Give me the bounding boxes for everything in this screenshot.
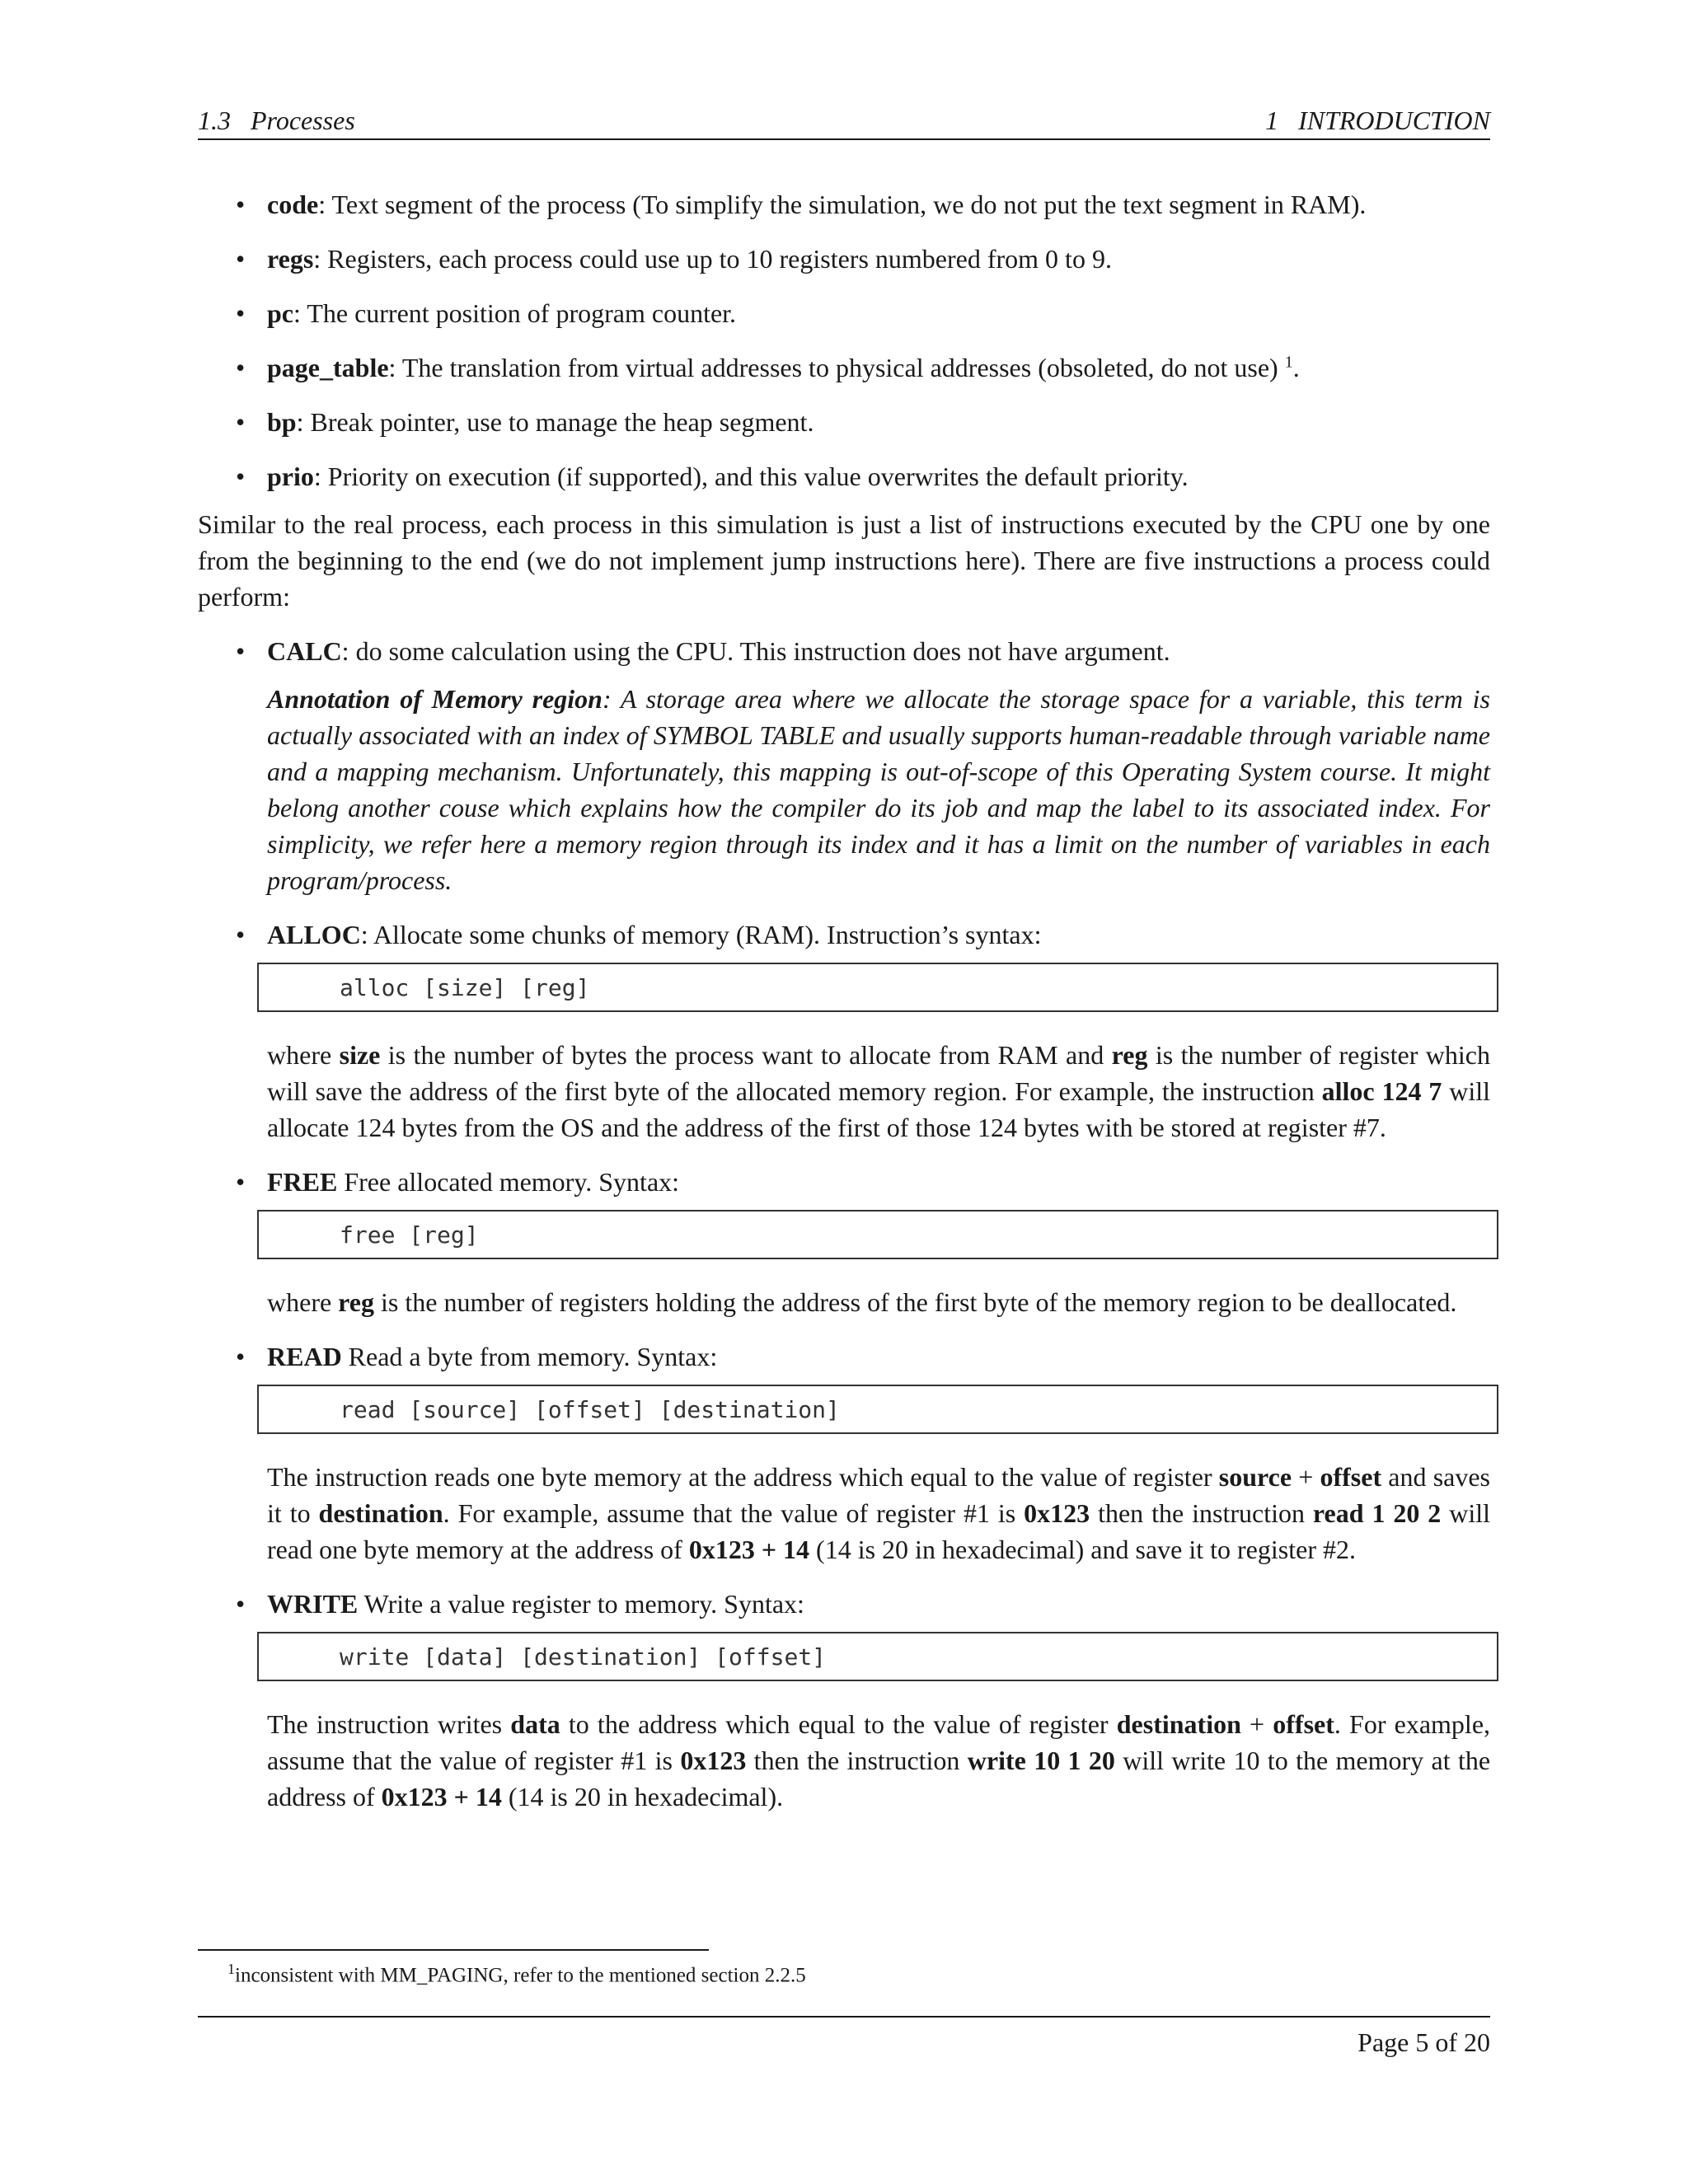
text: to the address which equal to the value of register bbox=[560, 1709, 1117, 1739]
code-block-alloc: alloc [size] [reg] bbox=[257, 963, 1498, 1012]
field-desc: : The current position of program counter. bbox=[293, 298, 737, 328]
field-desc: : Registers, each process could use up to 10 registers numbered from 0 to 9. bbox=[313, 244, 1112, 274]
text: is the number of registers holding the address of the first byte of the memory region to be deallocated. bbox=[374, 1287, 1457, 1317]
footnote-mark: 1 bbox=[227, 1961, 235, 1977]
bold-term: destination bbox=[318, 1498, 443, 1528]
instruction-calc bbox=[198, 633, 1490, 898]
text: where bbox=[267, 1287, 339, 1317]
instruction-desc: : do some calculation using the CPU. This instruction does not have argument. bbox=[341, 636, 1170, 666]
instruction-read bbox=[198, 1338, 1490, 1568]
text: and saves it to bbox=[267, 1462, 1490, 1528]
text: will allocate 124 bytes from the OS and the address of the first of those 124 bytes with be stored at register #7. bbox=[267, 1076, 1491, 1142]
bold-term: alloc 124 7 bbox=[1321, 1076, 1442, 1106]
list-item bbox=[198, 458, 1490, 494]
field-term: bp bbox=[267, 407, 297, 437]
field-term: pc bbox=[267, 298, 293, 328]
annotation-title: Annotation of Memory region bbox=[267, 684, 603, 714]
text: will read one byte memory at the address of bbox=[267, 1498, 1491, 1564]
field-desc: : The translation from virtual addresses to physical addresses (obsoleted, do not use) bbox=[388, 353, 1285, 382]
process-fields-list bbox=[198, 186, 1490, 494]
bold-term: data bbox=[510, 1709, 560, 1739]
bold-term: 0x123 + 14 bbox=[381, 1782, 502, 1811]
text: is the number of register which will save the address of the first byte of the allocated memory region. For example, the instruction bbox=[267, 1040, 1491, 1106]
text: is the number of bytes the process want to allocate from RAM and bbox=[380, 1040, 1112, 1070]
annotation-memory-region bbox=[267, 681, 1490, 898]
bold-term: size bbox=[339, 1040, 381, 1070]
text: then the instruction bbox=[746, 1746, 968, 1775]
intro-paragraph: Similar to the real process, each process in this simulation is just a list of instructions executed by the CPU one by one from the beginning to the end (we do not implement jump instructions here). There are five instructions a process could perform: bbox=[198, 509, 1490, 612]
code-block-free: free [reg] bbox=[257, 1210, 1498, 1259]
bold-term: read 1 20 2 bbox=[1312, 1498, 1442, 1528]
field-desc: : Text segment of the process (To simplify the simulation, we do not put the text segment in RAM). bbox=[318, 190, 1367, 219]
code-block-read: read [source] [offset] [destination] bbox=[257, 1385, 1498, 1434]
bold-term: offset bbox=[1273, 1709, 1334, 1739]
free-explanation bbox=[267, 1284, 1490, 1320]
field-desc: : Break pointer, use to manage the heap segment. bbox=[296, 407, 814, 437]
footnote-ref: 1 bbox=[1284, 353, 1293, 372]
list-item bbox=[198, 349, 1490, 386]
field-desc: : Priority on execution (if supported), and this value overwrites the default priority. bbox=[313, 462, 1189, 491]
text: then the instruction bbox=[1090, 1498, 1313, 1528]
field-term: page_table bbox=[267, 353, 389, 382]
read-explanation bbox=[267, 1459, 1490, 1568]
text: (14 is 20 in hexadecimal). bbox=[501, 1782, 784, 1811]
list-item bbox=[198, 241, 1490, 277]
footer-rule bbox=[198, 2016, 1490, 2018]
text: + bbox=[1292, 1462, 1320, 1492]
text: The instruction writes bbox=[267, 1709, 511, 1739]
bold-term: destination bbox=[1116, 1709, 1241, 1739]
field-term: code bbox=[267, 190, 319, 219]
main-content bbox=[198, 186, 1490, 1833]
field-term: prio bbox=[267, 462, 314, 491]
list-item bbox=[198, 295, 1490, 331]
instruction-term: ALLOC bbox=[267, 920, 361, 949]
bold-term: source bbox=[1218, 1462, 1292, 1492]
running-header bbox=[198, 104, 1490, 140]
text: (14 is 20 in hexadecimal) and save it to register #2. bbox=[809, 1535, 1356, 1564]
list-item bbox=[198, 186, 1490, 223]
code-block-write: write [data] [destination] [offset] bbox=[257, 1632, 1498, 1681]
bold-term: reg bbox=[1111, 1040, 1148, 1070]
instruction-desc: Read a byte from memory. Syntax: bbox=[341, 1342, 718, 1371]
instruction-write bbox=[198, 1586, 1490, 1815]
text: + bbox=[1240, 1709, 1273, 1739]
bold-term: write 10 1 20 bbox=[967, 1746, 1115, 1775]
footnote-text: inconsistent with MM_PAGING, refer to the mentioned section 2.2.5 bbox=[235, 1964, 806, 1987]
instruction-term: WRITE bbox=[267, 1589, 359, 1619]
footnote bbox=[227, 1955, 806, 1990]
instruction-term: FREE bbox=[267, 1167, 338, 1197]
annotation-text: : A storage area where we allocate the storage space for a variable, this term is actually associated with an index of SYMBOL TABLE and usually supports human-readable through variable name and a mapping mechanism. Unfortunately, this mapping is out-of-scope of this Operating System course. It might belong another couse which explains how the compiler do its job and map the label to its associated index. For simplicity, we refer here a memory region through its index and it has a limit on the number of variables in each program/process. bbox=[267, 684, 1490, 895]
instructions-list bbox=[198, 633, 1490, 1815]
instruction-term: CALC bbox=[267, 636, 342, 666]
bold-term: offset bbox=[1320, 1462, 1382, 1492]
footnote-rule bbox=[198, 1949, 709, 1951]
text: where bbox=[267, 1040, 340, 1070]
instruction-term: READ bbox=[267, 1342, 342, 1371]
instruction-desc: : Allocate some chunks of memory (RAM). Instruction’s syntax: bbox=[360, 920, 1042, 949]
bold-term: 0x123 + 14 bbox=[688, 1535, 810, 1564]
header-chapter: 1 INTRODUCTION bbox=[1265, 105, 1490, 135]
alloc-explanation bbox=[267, 1037, 1490, 1146]
field-tail: . bbox=[1292, 353, 1300, 382]
text: . For example, assume that the value of register #1 is bbox=[267, 1709, 1491, 1775]
header-section: 1.3 Processes bbox=[198, 105, 355, 135]
text: The instruction reads one byte memory at the address which equal to the value of register bbox=[267, 1462, 1219, 1492]
list-item bbox=[198, 404, 1490, 440]
write-explanation bbox=[267, 1706, 1490, 1815]
text: . For example, assume that the value of register #1 is bbox=[443, 1498, 1025, 1528]
instruction-alloc bbox=[198, 916, 1490, 1146]
instruction-desc: Free allocated memory. Syntax: bbox=[337, 1167, 680, 1197]
instruction-desc: Write a value register to memory. Syntax: bbox=[358, 1589, 804, 1619]
instruction-free bbox=[198, 1164, 1490, 1320]
text: will write 10 to the memory at the address of bbox=[267, 1746, 1491, 1811]
field-term: regs bbox=[267, 244, 314, 274]
bold-term: reg bbox=[338, 1287, 374, 1317]
page-number: Page 5 of 20 bbox=[1357, 2027, 1490, 2057]
bold-term: 0x123 bbox=[1024, 1498, 1090, 1528]
bold-term: 0x123 bbox=[680, 1746, 747, 1775]
